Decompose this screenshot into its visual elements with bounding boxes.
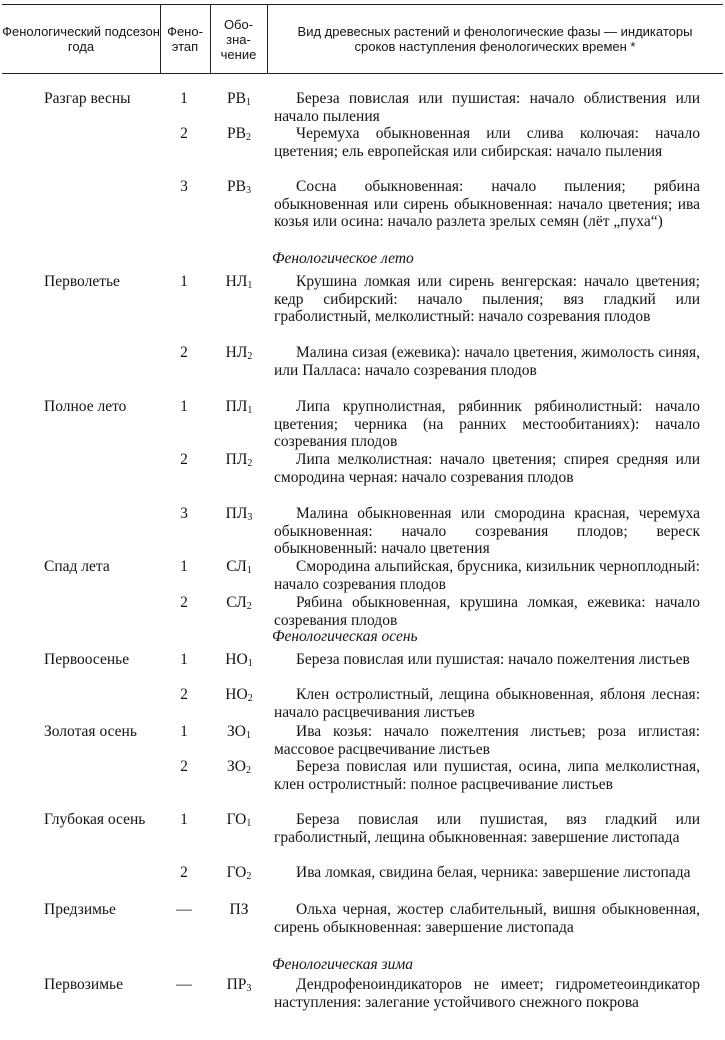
description-cell: Сосна обыкновенная: начало пыления; рябина обыкновенная или сирень обыкновенная: начало цветения; ива козья или осина: начало разлета зрелых семян (лёт „пуха“) <box>274 178 700 230</box>
header-code <box>211 5 266 73</box>
description-cell: Ольха черная, жостер слабительный, вишня обыкновенная, сирень обыкновенная: завершение листопада <box>274 901 700 936</box>
header-etap <box>161 5 209 73</box>
season-cell: Первоосенье <box>44 651 130 668</box>
season-cell: Предзимье <box>44 901 116 918</box>
code-cell: $ЗО_2$ <box>227 758 251 776</box>
season-cell: Разгар весны <box>44 90 131 107</box>
header-etap-label: Фено- этап <box>167 24 203 54</box>
description-cell: Дендрофеноиндикаторов не имеет; гидрометеоиндикатор наступления: залегание устойчивого снежного покрова <box>274 976 700 1011</box>
table-header <box>2 4 723 74</box>
description-cell: Липа крупнолистная, рябинник рябинолистный: начало цветения; черника (на ранних местообитаниях): начало созревания плодов <box>274 398 700 450</box>
season-cell: Перволетье <box>44 273 120 290</box>
etap-cell: 2 <box>180 864 188 881</box>
header-description <box>270 5 720 73</box>
code-cell: $НО_1$ <box>225 651 253 669</box>
etap-cell: 1 <box>180 398 188 415</box>
season-cell: Полное лето <box>44 398 127 415</box>
section-heading: Фенологическое лето <box>272 250 414 267</box>
description-cell: Береза повислая или пушистая, осина, липа мелколистная, клен остролистный: полное расцвечивание листьев <box>274 758 700 793</box>
etap-cell: 2 <box>180 125 188 142</box>
season-cell: Спад лета <box>44 558 110 575</box>
code-cell: $СЛ_1$ <box>226 558 252 576</box>
code-cell: $ЗО_1$ <box>227 723 251 741</box>
etap-cell: 1 <box>180 558 188 575</box>
code-cell: $ГО_1$ <box>226 811 252 829</box>
etap-cell: 2 <box>180 686 188 703</box>
etap-cell: 2 <box>180 451 188 468</box>
season-cell: Глубокая осень <box>44 811 146 828</box>
code-cell: $НЛ_1$ <box>225 273 253 291</box>
code-cell: $НО_2$ <box>225 686 253 704</box>
etap-cell: 1 <box>180 651 188 668</box>
code-cell: $РВ_1$ <box>227 90 251 108</box>
etap-cell: 2 <box>180 594 188 611</box>
etap-cell: — <box>176 901 192 918</box>
description-cell: Смородина альпийская, брусника, кизильник черноплодный: начало созревания плодов <box>274 558 700 593</box>
code-cell: $НЛ_2$ <box>225 344 253 362</box>
etap-cell: 3 <box>180 178 188 195</box>
etap-cell: 1 <box>180 723 188 740</box>
description-cell: Черемуха обыкновенная или слива колючая: начало цветения; ель европейская или сибирская: начало пыления <box>274 125 700 160</box>
section-heading: Фенологическая осень <box>272 628 418 645</box>
etap-cell: 2 <box>180 344 188 361</box>
header-code-label: Обо- зна- чение <box>220 16 257 62</box>
code-cell: $РВ_3$ <box>227 178 251 196</box>
description-cell: Крушина ломкая или сирень венгерская: начало цветения; кедр сибирский: начало пыления; вяз гладкий или граболистный, мелколистный: начало созревания плодов <box>274 273 700 325</box>
description-cell: Береза повислая или пушистая: начало облиствения или начало пыления <box>274 90 700 125</box>
description-cell: Малина обыкновенная или смородина красная, черемуха обыкновенная: начало созревания плодов; вереск обыкновенный: начало цветения <box>274 505 700 557</box>
season-cell: Первозимье <box>44 976 123 993</box>
code-cell: $ПЛ_1$ <box>225 398 253 416</box>
description-cell: Рябина обыкновенная, крушина ломкая, ежевика: начало созревания плодов <box>274 594 700 629</box>
etap-cell: 1 <box>180 811 188 828</box>
etap-cell: — <box>176 976 192 993</box>
code-cell: $ГО_2$ <box>226 864 252 882</box>
description-cell: Липа мелколистная: начало цветения; спирея средняя или смородина черная: начало созревания плодов <box>274 451 700 486</box>
description-cell: Береза повислая или пушистая, вяз гладкий или граболистный, лещина обыкновенная: завершение листопада <box>274 811 700 846</box>
code-cell: ПЗ <box>229 901 249 918</box>
description-cell: Клен остролистный, лещина обыкновенная, яблоня лесная: начало расцвечивания листьев <box>274 686 700 721</box>
header-season-label: Фенологический подсезон года <box>2 24 160 54</box>
code-cell: $СЛ_2$ <box>226 594 252 612</box>
season-cell: Золотая осень <box>44 723 137 740</box>
etap-cell: 2 <box>180 758 188 775</box>
etap-cell: 1 <box>180 273 188 290</box>
etap-cell: 1 <box>180 90 188 107</box>
code-cell: $ПЛ_2$ <box>225 451 253 469</box>
description-cell: Ива ломкая, свидина белая, черника: завершение листопада <box>296 864 691 881</box>
section-heading: Фенологическая зима <box>272 956 413 973</box>
description-cell: Малина сизая (ежевика): начало цветения, жимолость синяя, или Палласа: начало созревания плодов <box>274 344 700 379</box>
header-description-label: Вид древесных растений и фенологические фазы — индикаторы сроков наступления фенологических времен * <box>297 24 693 54</box>
description-cell: Ива козья: начало пожелтения листьев; роза иглистая: массовое расцвечивание листьев <box>274 723 700 758</box>
etap-cell: 3 <box>180 505 188 522</box>
header-season <box>2 5 160 73</box>
description-cell: Береза повислая или пушистая: начало пожелтения листьев <box>296 651 690 668</box>
code-cell: $ПЛ_3$ <box>225 505 253 523</box>
code-cell: $ПР_3$ <box>226 976 252 994</box>
code-cell: $РВ_2$ <box>227 125 251 143</box>
